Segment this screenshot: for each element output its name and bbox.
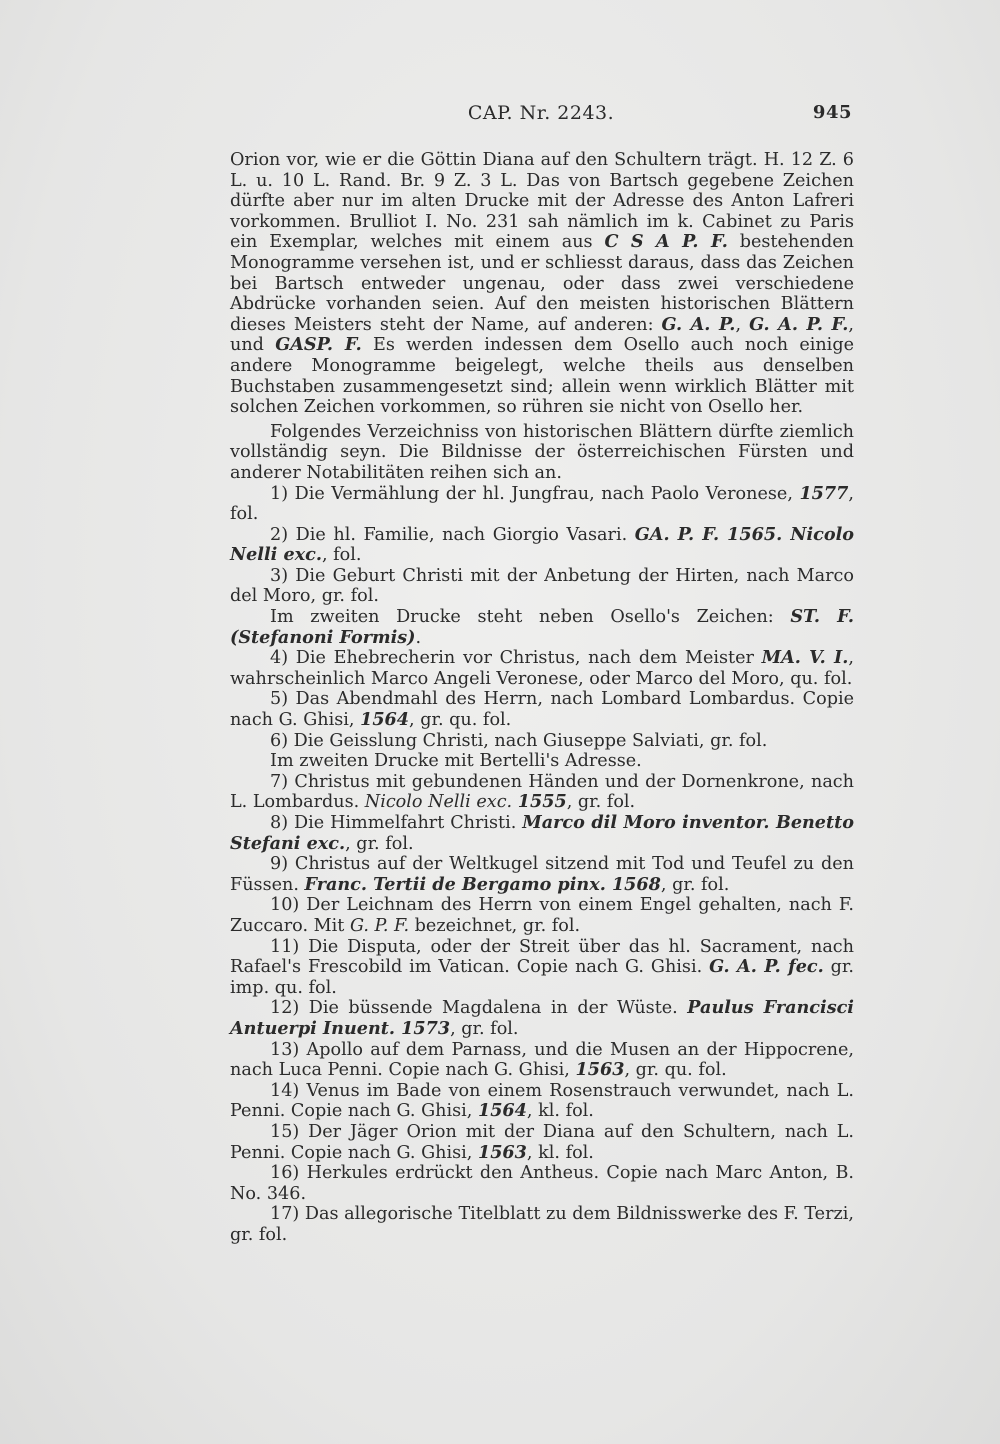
entry-note [230, 607, 854, 648]
monogram: G. A. P. F. [749, 313, 849, 335]
catalogue-entry [230, 772, 854, 813]
entry-text: Die hl. Familie, nach Giorgio Vasari. [288, 524, 635, 545]
catalogue-entry [230, 1122, 854, 1163]
entry-inscription: ST. F. (Stefanoni Formis) [230, 606, 854, 648]
entry-list [230, 484, 854, 1246]
entry-note [230, 751, 854, 772]
entry-number: 15) [270, 1121, 300, 1142]
entry-number: 11) [270, 936, 300, 957]
entry-text: Der Leichnam des Herrn von einem Engel gehalten, nach F. Zuccaro. Mit [230, 895, 854, 936]
entry-text: , gr. fol. [566, 792, 636, 813]
entry-number: 3) [270, 565, 289, 586]
catalogue-entry [230, 689, 854, 730]
header-title: CAP. Nr. 2243. [467, 102, 615, 124]
entry-text: Die Himmelfahrt Christi. [288, 813, 523, 833]
catalogue-entry [230, 1081, 854, 1122]
entry-text: , gr. qu. fol. [409, 710, 512, 731]
catalogue-entry [230, 566, 854, 648]
entry-inscription: Franc. Tertii de Bergamo pinx. 1568 [304, 873, 661, 895]
running-header [230, 102, 852, 132]
entry-text: Die Geburt Christi mit der Anbetung der Hirten, nach Marco del Moro, gr. fol. [230, 565, 854, 607]
entry-inscription: G. A. P. fec. [709, 956, 824, 978]
entry-inscription: 1563 [575, 1059, 625, 1081]
entry-number: 5) [270, 689, 289, 710]
catalogue-entry [230, 895, 854, 936]
entry-number: 14) [270, 1080, 300, 1101]
entry-text: , gr. fol. [660, 874, 730, 895]
entry-number: 13) [270, 1039, 300, 1060]
entry-text: , fol. [321, 545, 362, 566]
entry-inscription: 1577 [799, 482, 849, 504]
entry-text: , gr. fol. [345, 833, 414, 854]
catalogue-entry [230, 998, 854, 1039]
monogram: GASP. F. [275, 334, 362, 356]
catalogue-entry [230, 731, 854, 772]
entry-text: Venus im Bade von einem Rosenstrauch verwundet, nach L. Penni. Copie nach G. Ghisi, [230, 1080, 854, 1122]
entry-text: Christus auf der Weltkugel sitzend mit Tod und Teufel zu den Füssen. [230, 854, 854, 895]
entry-text: Die Geisslung Christi, nach Giuseppe Salviati, gr. fol. [288, 730, 768, 751]
page-number: 945 [812, 102, 852, 123]
entry-text: , wahrscheinlich Marco Angeli Veronese, oder Marco del Moro, qu. fol. [230, 648, 854, 689]
entry-text: Der Jäger Orion mit der Diana auf den Schultern, nach L. Penni. Copie nach G. Ghisi, [230, 1121, 854, 1163]
catalogue-entry [230, 1163, 854, 1204]
entry-inscription: Paulus Francisci Antuerpi Inuent. 1573 [230, 997, 854, 1039]
entry-number: 12) [270, 998, 300, 1019]
entry-text: , fol. [230, 483, 854, 525]
entry-text: bezeichnet, gr. fol. [409, 915, 581, 936]
entry-inscription: Nicolo Nelli exc. [364, 792, 518, 813]
entry-number: 6) [270, 730, 289, 751]
catalogue-entry [230, 937, 854, 999]
catalogue-entry [230, 1204, 854, 1245]
entry-text: Herkules erdrückt den Antheus. Copie nach Marc Anton, B. No. 346. [230, 1163, 854, 1204]
entry-inscription: 1564 [360, 709, 410, 731]
entry-inscription: MA. V. I. [761, 647, 849, 669]
entry-text: Die Vermählung der hl. Jungfrau, nach Paolo Veronese, [288, 483, 800, 504]
entry-text: Die büssende Magdalena in der Wüste. [299, 998, 688, 1019]
intro-paragraph: Orion vor, wie er die Göttin Diana auf den Schultern trägt. H. 12 Z. 6 L. u. 10 L. Rand. Br. 9 Z. 3 L. Das von Bartsch gegebene Zeichen dürfte aber nur im alten Drucke mit der Adresse des Anton Lafreri vorkommen. Brulliot I. No. 231 sah nämlich im k. Cabinet zu Paris ein Exemplar, welches mit einem aus C S A P. F. bestehenden Monogramme versehen ist, und er schliesst daraus, dass das Zeichen bei Bartsch entweder ungenau, oder dass zwei verschiedene Abdrücke vorhanden seien. Auf den meisten historischen Blättern dieses Meisters steht der Name, auf anderen: G. A. P., G. A. P. F., und GASP. F. Es werden indessen dem Osello auch noch einige andere Monogramme beigelegt, welche theils aus denselben Buchstaben zusammengesetzt sind; allein wenn wirklich Blätter mit solchen Zeichen vorkommen, so rühren sie nicht von Osello her. [230, 150, 854, 418]
entry-inscription: G. P. F. [349, 915, 410, 936]
entry-text: Apollo auf dem Parnass, und die Musen an der Hippocrene, nach Luca Penni. Copie nach G. Ghisi, [230, 1039, 854, 1081]
catalogue-entry [230, 813, 854, 854]
catalogue-entry [230, 854, 854, 895]
entry-note-text: . [415, 627, 422, 648]
entry-text: Christus mit gebundenen Händen und der Dornenkrone, nach L. Lombardus. [230, 771, 854, 813]
entry-text: , gr. qu. fol. [624, 1060, 727, 1081]
entry-inscription: GA. P. F. 1565. Nicolo Nelli exc. [230, 523, 855, 566]
catalogue-intro-paragraph: Folgendes Verzeichniss von historischen Blättern dürfte ziemlich vollständig seyn. Die Bildnisse der österreichischen Fürsten und anderer Notabilitäten reihen sich an. [230, 421, 854, 483]
entry-number: 17) [270, 1204, 300, 1225]
catalogue-entry [230, 648, 854, 689]
entry-text: , gr. fol. [450, 1018, 519, 1039]
entry-note-text: Im zweiten Drucke steht neben Osello's Zeichen: [270, 607, 791, 628]
entry-text: Die Ehebrecherin vor Christus, nach dem Meister [288, 648, 762, 669]
entry-number: 1) [270, 483, 289, 504]
entry-text: , kl. fol. [526, 1101, 594, 1122]
entry-note-text: Im zweiten Drucke mit Bertelli's Adresse. [270, 751, 642, 772]
catalogue-entry [230, 484, 854, 525]
entry-inscription: 1563 [477, 1141, 527, 1163]
entry-inscription: Marco dil Moro inventor. Benetto Stefani exc. [230, 812, 854, 854]
entry-text: gr. imp. qu. fol. [230, 957, 855, 998]
catalogue-entry [230, 1040, 854, 1081]
entry-number: 7) [270, 771, 289, 792]
entry-number: 2) [270, 524, 289, 545]
entry-number: 10) [270, 895, 300, 916]
entry-inscription: 1555 [517, 791, 567, 813]
monogram: C S A P. F. [604, 231, 728, 253]
entry-number: 8) [270, 813, 289, 833]
entry-inscription: 1564 [477, 1100, 527, 1122]
catalogue-entry [230, 525, 854, 566]
entry-number: 4) [270, 648, 289, 669]
entry-number: 9) [270, 854, 289, 875]
entry-number: 16) [270, 1163, 300, 1184]
body-text [230, 150, 854, 1245]
monogram: G. A. P. [661, 313, 736, 335]
entry-text: , kl. fol. [526, 1142, 594, 1163]
entry-text: Das Abendmahl des Herrn, nach Lombard Lombardus. Copie nach G. Ghisi, [230, 689, 854, 731]
entry-text: Das allegorische Titelblatt zu dem Bildnisswerke des F. Terzi, gr. fol. [230, 1204, 854, 1245]
entry-text: Die Disputa, oder der Streit über das hl. Sacrament, nach Rafael's Frescobild im Vatican. Copie nach G. Ghisi. [230, 936, 854, 978]
